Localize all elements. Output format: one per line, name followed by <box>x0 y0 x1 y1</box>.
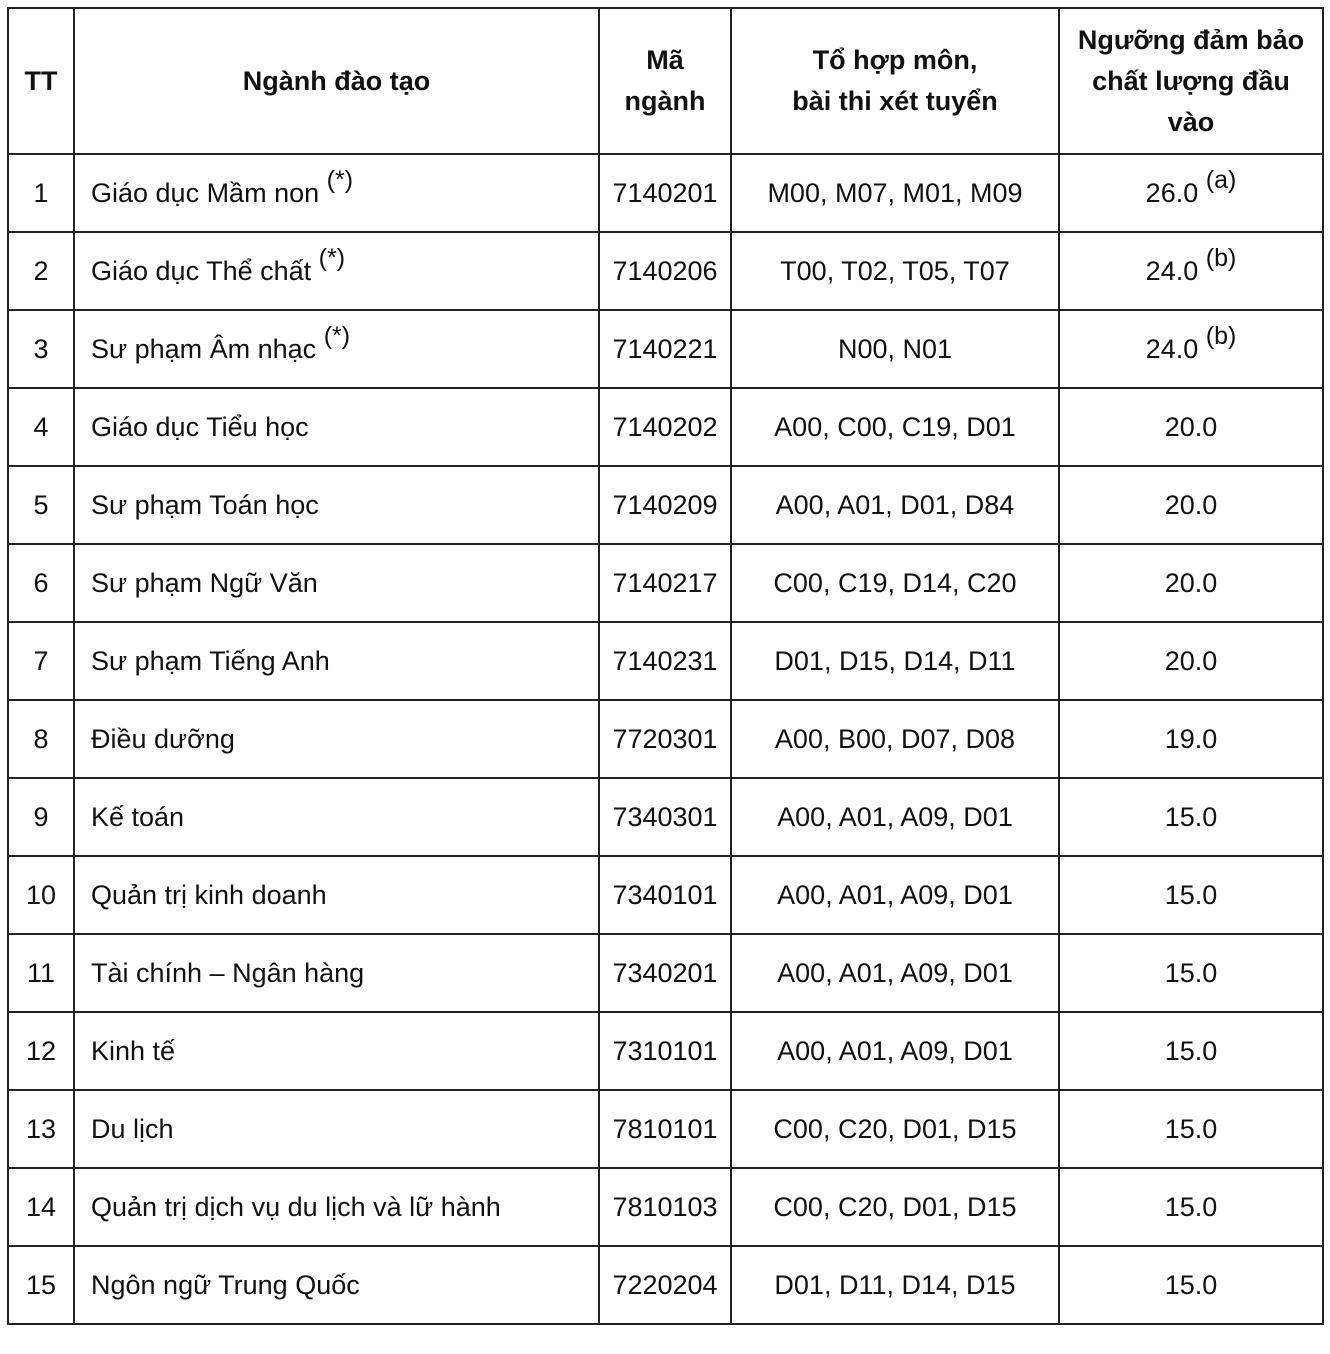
table-row <box>8 856 1323 934</box>
cell-combo: A00, A01, A09, D01 <box>731 778 1059 856</box>
cell-score <box>1059 934 1323 1012</box>
cell-name <box>74 1168 599 1246</box>
cell-score <box>1059 232 1323 310</box>
admission-table <box>7 7 1324 1325</box>
cell-tt: 1 <box>8 154 74 232</box>
cell-combo: A00, A01, A09, D01 <box>731 934 1059 1012</box>
program-name: Quản trị kinh doanh <box>91 879 327 910</box>
header-code <box>599 8 731 154</box>
program-name: Kinh tế <box>91 1035 176 1066</box>
header-code-line2: ngành <box>624 86 706 116</box>
cell-code: 7340301 <box>599 778 731 856</box>
program-note: (*) <box>323 321 351 350</box>
cell-score <box>1059 1246 1323 1324</box>
header-combo-line1: Tổ hợp môn, <box>812 45 978 75</box>
program-name: Kế toán <box>91 801 185 832</box>
cell-code: 7340201 <box>599 934 731 1012</box>
cell-combo: A00, A01, A09, D01 <box>731 1012 1059 1090</box>
program-name: Sư phạm Ngữ Văn <box>91 567 318 598</box>
cell-combo: D01, D11, D14, D15 <box>731 1246 1059 1324</box>
table-body <box>8 154 1323 1324</box>
cell-name <box>74 544 599 622</box>
cell-tt: 15 <box>8 1246 74 1324</box>
score-value: 20.0 <box>1164 489 1218 520</box>
score-value: 20.0 <box>1164 411 1218 442</box>
cell-name <box>74 1090 599 1168</box>
cell-score <box>1059 1090 1323 1168</box>
header-combo <box>731 8 1059 154</box>
cell-combo: N00, N01 <box>731 310 1059 388</box>
cell-tt: 7 <box>8 622 74 700</box>
cell-combo: C00, C19, D14, C20 <box>731 544 1059 622</box>
cell-tt: 11 <box>8 934 74 1012</box>
cell-code: 7340101 <box>599 856 731 934</box>
cell-name <box>74 700 599 778</box>
cell-code: 7140209 <box>599 466 731 544</box>
header-threshold-line2: chất lượng đầu <box>1092 65 1290 96</box>
cell-code: 7140221 <box>599 310 731 388</box>
cell-combo: A00, A01, A09, D01 <box>731 856 1059 934</box>
cell-name <box>74 154 599 232</box>
cell-score <box>1059 700 1323 778</box>
cell-tt: 4 <box>8 388 74 466</box>
cell-name <box>74 466 599 544</box>
cell-score <box>1059 1012 1323 1090</box>
cell-score <box>1059 544 1323 622</box>
cell-code: 7140201 <box>599 154 731 232</box>
cell-name <box>74 232 599 310</box>
score-value: 15.0 <box>1164 1191 1218 1222</box>
program-note: (*) <box>326 165 354 194</box>
program-name: Ngôn ngữ Trung Quốc <box>91 1269 360 1300</box>
header-threshold-line1: Ngưỡng đảm bảo <box>1077 24 1305 55</box>
program-name: Tài chính – Ngân hàng <box>91 957 365 988</box>
table-row <box>8 310 1323 388</box>
cell-combo: D01, D15, D14, D11 <box>731 622 1059 700</box>
score-note: (b) <box>1205 321 1237 350</box>
cell-score <box>1059 778 1323 856</box>
cell-name <box>74 622 599 700</box>
header-combo-line2: bài thi xét tuyển <box>792 86 998 116</box>
cell-name <box>74 1246 599 1324</box>
cell-tt: 14 <box>8 1168 74 1246</box>
cell-combo: A00, C00, C19, D01 <box>731 388 1059 466</box>
header-name: Ngành đào tạo <box>74 8 599 154</box>
program-name: Sư phạm Toán học <box>91 489 319 520</box>
table-row <box>8 388 1323 466</box>
cell-code: 7810103 <box>599 1168 731 1246</box>
table-row <box>8 232 1323 310</box>
score-value: 15.0 <box>1164 1269 1218 1300</box>
cell-combo: A00, A01, D01, D84 <box>731 466 1059 544</box>
score-value: 20.0 <box>1164 645 1218 676</box>
cell-score <box>1059 388 1323 466</box>
cell-code: 7310101 <box>599 1012 731 1090</box>
table-row <box>8 1090 1323 1168</box>
cell-name <box>74 778 599 856</box>
cell-score <box>1059 466 1323 544</box>
cell-code: 7140217 <box>599 544 731 622</box>
program-name: Giáo dục Tiểu học <box>91 411 309 442</box>
cell-name <box>74 934 599 1012</box>
program-name: Giáo dục Mầm non <box>91 177 320 208</box>
table-row <box>8 466 1323 544</box>
program-name: Quản trị dịch vụ du lịch và lữ hành <box>91 1191 501 1222</box>
table-row <box>8 934 1323 1012</box>
cell-combo: C00, C20, D01, D15 <box>731 1168 1059 1246</box>
program-name: Du lịch <box>91 1113 174 1144</box>
header-tt: TT <box>8 8 74 154</box>
score-note: (a) <box>1205 165 1237 194</box>
cell-code: 7140206 <box>599 232 731 310</box>
cell-tt: 3 <box>8 310 74 388</box>
score-value: 15.0 <box>1164 801 1218 832</box>
cell-tt: 9 <box>8 778 74 856</box>
table-row <box>8 700 1323 778</box>
header-threshold <box>1059 8 1323 154</box>
program-name: Điều dưỡng <box>91 723 235 754</box>
score-value: 19.0 <box>1164 723 1218 754</box>
table-row <box>8 154 1323 232</box>
header-row <box>8 8 1323 154</box>
cell-score <box>1059 154 1323 232</box>
cell-code: 7220204 <box>599 1246 731 1324</box>
program-name: Sư phạm Tiếng Anh <box>91 645 330 676</box>
score-value: 15.0 <box>1164 1113 1218 1144</box>
program-note: (*) <box>318 243 346 272</box>
score-value: 15.0 <box>1164 1035 1218 1066</box>
table-row <box>8 778 1323 856</box>
score-note: (b) <box>1205 243 1237 272</box>
score-value: 24.0 <box>1145 255 1199 286</box>
program-name: Giáo dục Thể chất <box>91 255 312 286</box>
cell-tt: 5 <box>8 466 74 544</box>
cell-score <box>1059 622 1323 700</box>
cell-name <box>74 1012 599 1090</box>
table-row <box>8 1012 1323 1090</box>
cell-code: 7720301 <box>599 700 731 778</box>
cell-code: 7140231 <box>599 622 731 700</box>
cell-combo: M00, M07, M01, M09 <box>731 154 1059 232</box>
score-value: 15.0 <box>1164 879 1218 910</box>
score-value: 15.0 <box>1164 957 1218 988</box>
cell-code: 7810101 <box>599 1090 731 1168</box>
table-row <box>8 544 1323 622</box>
program-name: Sư phạm Âm nhạc <box>91 333 317 364</box>
cell-combo: A00, B00, D07, D08 <box>731 700 1059 778</box>
cell-tt: 6 <box>8 544 74 622</box>
cell-name <box>74 856 599 934</box>
cell-tt: 13 <box>8 1090 74 1168</box>
score-value: 24.0 <box>1145 333 1199 364</box>
cell-tt: 2 <box>8 232 74 310</box>
cell-score <box>1059 856 1323 934</box>
header-threshold-line3: vào <box>1167 106 1215 137</box>
cell-name <box>74 310 599 388</box>
cell-score <box>1059 1168 1323 1246</box>
cell-combo: T00, T02, T05, T07 <box>731 232 1059 310</box>
cell-score <box>1059 310 1323 388</box>
cell-name <box>74 388 599 466</box>
cell-tt: 10 <box>8 856 74 934</box>
cell-code: 7140202 <box>599 388 731 466</box>
cell-combo: C00, C20, D01, D15 <box>731 1090 1059 1168</box>
table-row <box>8 1168 1323 1246</box>
score-value: 26.0 <box>1145 177 1199 208</box>
table-row <box>8 1246 1323 1324</box>
cell-tt: 8 <box>8 700 74 778</box>
cell-tt: 12 <box>8 1012 74 1090</box>
header-code-line1: Mã <box>646 45 684 75</box>
table-row <box>8 622 1323 700</box>
score-value: 20.0 <box>1164 567 1218 598</box>
